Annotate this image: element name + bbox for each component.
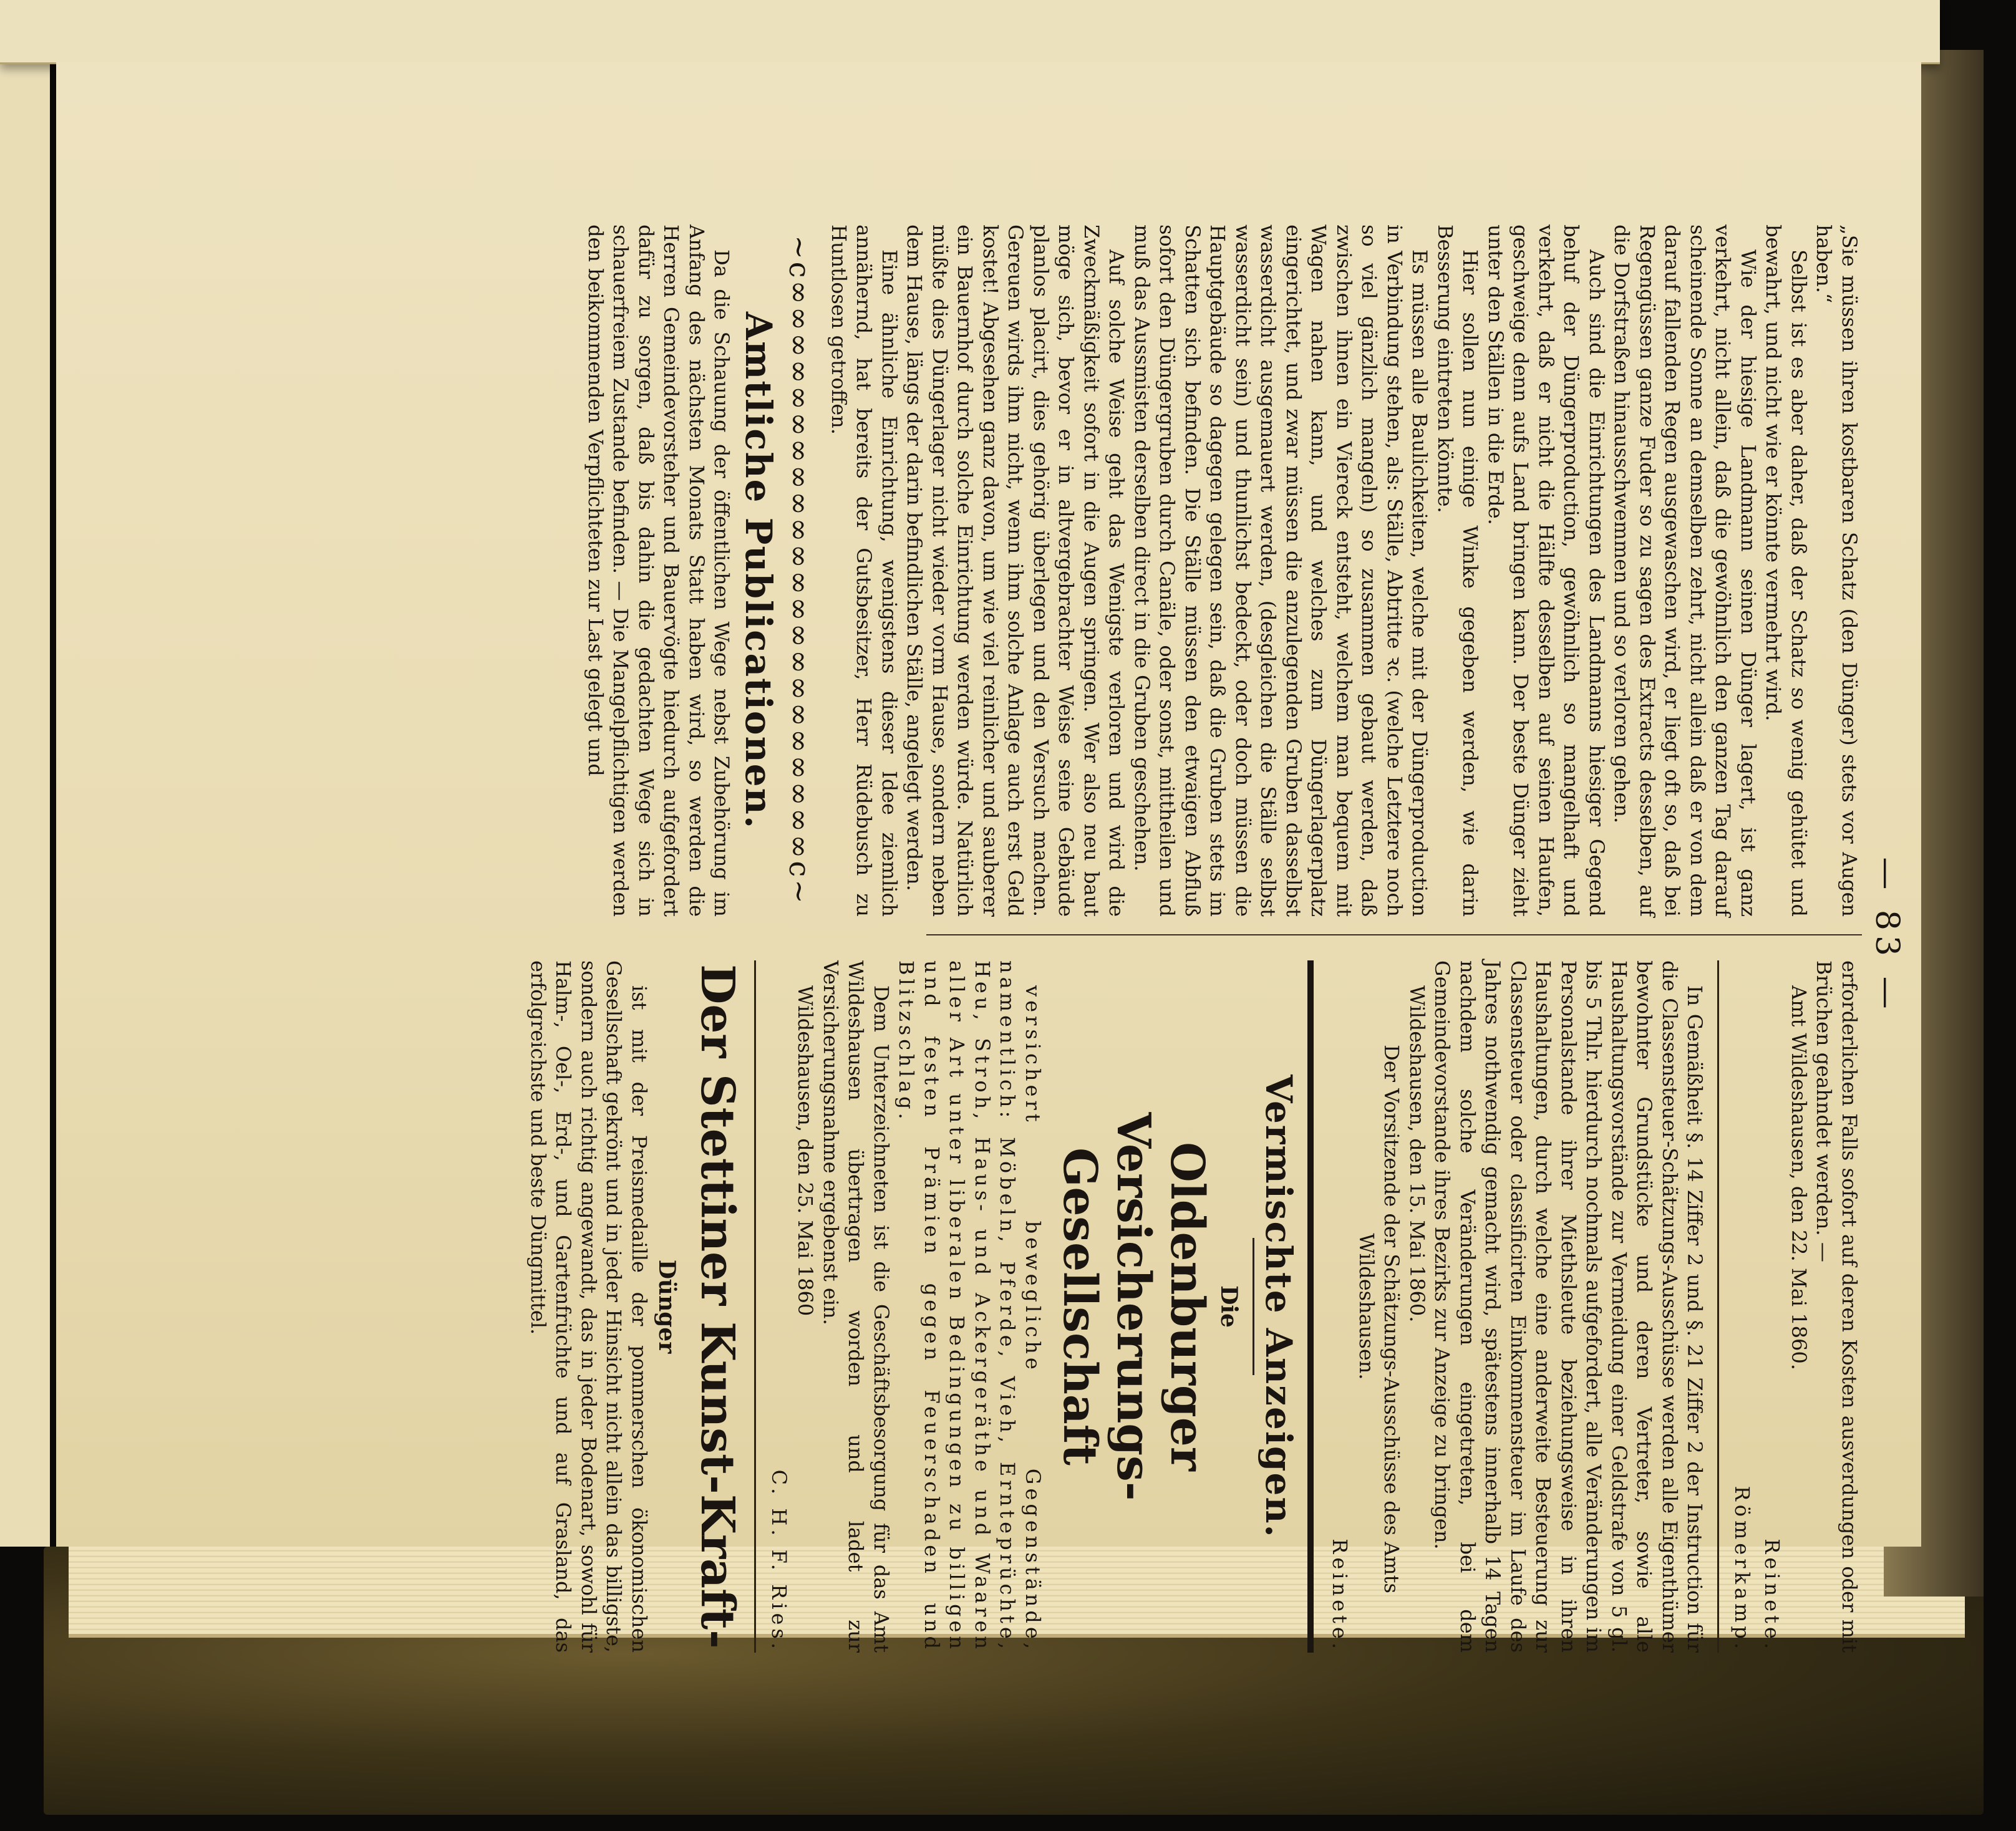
signature: Reinete. bbox=[1328, 1539, 1352, 1653]
ad-title-versicherung: Oldenburger Versicherungs-Gesellschaft bbox=[1053, 1112, 1214, 1501]
text-paragraph: Es müssen alle Baulichkeiten, welche mit der Düngerproduction in Verbindung stehen, als: Ställe, Abtritte ꝛc. (welche Letztere noch so viel gänzlich mangeln) so zusammen gebaut werden, daß zwischen ihnen ein Viereck entsteht, welchem man bequem mit Wagen nahen kann, und welches zum Düngerlagerplatz eingerichtet, und zwar müssen die anzulegenden Gruben dasselbst wasserdicht ausgemauert werden, (desgleichen die Ställe selbst wasserdicht sein) und thunlichst bedeckt, oder doch müssen die Hauptgebäude so dagegen gelegen sein, daß die Gruben stets im Schatten sich befinden. Die Ställe müssen den etwaigen Abfluß sofort den Düngergruben durch Canäle, oder sonst, mittheilen und muß das Aussmisten derselben direct in die Gruben geschehen. bbox=[1130, 225, 1432, 917]
publication-paragraph: Da die Schauung der öffentlichen Wege nebst Zubehörung im Anfang des nächsten Monats Statt haben wird, so werden die Herren Gemeindevorsteher und Bauervögte hiedurch aufgefordert dafür zu sorgen, daß bis dahin die gedachten Wege sich in schauerfreiem Zustande befinden. — Die Mangelpflichtigen werden den beikommenden Verpflichteten zur Last gelegt und bbox=[584, 225, 734, 917]
date-line: Amt Wildeshausen, den 22. Mai 1860. bbox=[1787, 985, 1811, 1370]
date-line: Wildeshausen, den 25. Mai 1860 bbox=[793, 985, 818, 1316]
ad-body: Dem Unterzeichneten ist die Geschäftsbesorgung für das Amt Wildeshausen übertragen worden und ladet zur Versicherungsnahme ergebenst ein. bbox=[819, 960, 893, 1653]
text-paragraph: Selbst ist es aber daher, daß der Schatz so wenig gehütet und bewahrt, und nicht wie er könnte vermehrt wird. bbox=[1762, 225, 1811, 917]
signoff: Der Vorsitzende der Schätzungs-Ausschüsse des Amts Wildeshausen. bbox=[1355, 1045, 1404, 1593]
ad-title-stettiner: Der Stettiner Kunst-Kraft- bbox=[691, 964, 745, 1649]
section-title-vermischte: Vermischte Anzeigen. bbox=[1258, 1075, 1300, 1539]
signature: C. H. F. Ries. bbox=[767, 1469, 791, 1653]
signature: Reinete. bbox=[1760, 1539, 1785, 1653]
rule bbox=[1718, 960, 1720, 1653]
tax-notice-paragraph: In Gemäßheit §. 14 Ziffer 2 und §. 21 Ziffer 2 der Instruction für die Classensteuer-Schätzungs-Ausschüsse werden alle Eigenthümer bewohnter Grundstücke und deren Vertreter, sowie alle Haushaltungsvorstände zur Vermeidung einer Geldstrafe von 5 gl. bis 5 Thlr. hierdurch nochmals aufgefordert, alle Veränderungen im Personalstande ihrer Miethsleute beziehungsweise in ihren Haushaltungen, durch welche eine anderweite Besteuerung zur Classensteuer oder classificirten Einkommensteuer im Laufe des Jahres nothwendig gemacht wird, spätestens innerhalb 14 Tagen nachdem solche Veränderungen eingetreten, bei dem Gemeindevorstande ihres Bezirks zur Anzeige zu bringen. bbox=[1430, 960, 1707, 1653]
continuation-paragraph: erforderlichen Falls sofort auf deren Kosten ausverdungen oder mit Brüchen geahndet werden. — bbox=[1812, 960, 1861, 1653]
short-rule bbox=[1253, 1238, 1255, 1375]
text-paragraph: Auf solche Weise geht das Wenigste verloren und wird die Zweckmäßigkeit sofort in die Augen springen. Wer also neu baut möge sich, bevor er in altvergebrachter Weise seine Gebäude planlos placirt, dies gehörig überlegen und den Versuch machen. Gereuen wirds ihm nicht, wenn ihm solche Anlage auch erst Geld kostet! Abgesehen ganz davon, um wie viel reinlicher und sauberer ein Bauernhof durch solche Einrichtung werden würde. Natürlich müßte dies Düngerlager nicht wieder vorm Hause, sondern neben dem Hause, längs der darin befindlichen Ställe, angelegt werden. bbox=[903, 225, 1129, 917]
ad-die: Die bbox=[1216, 1285, 1243, 1328]
text-paragraph: Wie der hiesige Landmann seinen Dünger lagert, ist ganz verkehrt, nicht allein, daß die gewöhnlich den ganzen Tag darauf scheinende Sonne an demselben zehrt, nicht allein daß er von dem darauf fallenden Regen ausgewaschen wird, er liegt oft so, daß bei Regengüssen ganze Fuder so zu sagen des Extracts desselben, auf die Dorfstraßen hinausschwemmen und so verloren gehen. bbox=[1610, 225, 1760, 917]
thick-rule bbox=[1307, 960, 1314, 1653]
newspaper-page bbox=[56, 62, 1921, 1653]
right-column bbox=[521, 960, 1862, 1653]
rule bbox=[755, 960, 757, 1653]
ad-subtitle: Dünger bbox=[654, 1259, 681, 1354]
text-paragraph: Eine ähnliche Einrichtung, wenigstens dieser Idee ziemlich annähernd, hat bereits der Gutsbesitzer, Herr Rüdebusch zu Huntlosen getroffen. bbox=[827, 225, 901, 917]
text-paragraph: Hier sollen nun einige Winke gegeben werden, wie darin Besserung eintreten könnte. bbox=[1433, 225, 1483, 917]
ornament-divider: ~c∞∞∞∞∞∞∞∞∞∞∞∞∞∞∞∞∞∞∞∞∞∞c~ bbox=[783, 235, 817, 906]
date-line: Wildeshausen, den 15. Mai 1860. bbox=[1405, 985, 1429, 1323]
section-title-amtliche: Amtliche Publicationen. bbox=[737, 311, 780, 830]
signature-right: Römerkamp. bbox=[1730, 1486, 1754, 1653]
text-paragraph: Auch sind die Einrichtungen des Landmanns hiesiger Gegend behuf der Düngerproduction, gewöhnlich so mangelhaft und verkehrt, daß er nicht die Hälfte desselben auf seinen Haufen, geschweige denn aufs Land bringen kann. Der beste Dünger zieht unter den Ställen in die Erde. bbox=[1484, 225, 1609, 917]
previous-page bbox=[0, 0, 1940, 64]
column-divider bbox=[926, 934, 1862, 935]
ad-body: versichert bewegliche Gegenstände, namentlich: Möbeln, Pferde, Vieh, Ernteprüchte, Heu, Stroh, Haus- und Ackergeräthe und Waaren aller Art unter liberalen Bedingungen zu billigen und festen Prämien gegen Feuerschaden und Blitzschlag. bbox=[894, 960, 1045, 1653]
left-column bbox=[521, 225, 1862, 917]
page-number: — 83 — bbox=[1868, 857, 1906, 1014]
quote-paragraph: „Sie müssen ihren kostbaren Schatz (den Dünger) stets vor Augen haben.“ bbox=[1812, 225, 1861, 917]
page-content bbox=[508, 206, 1918, 1665]
ad-body: ist mit der Preismedaille der pommerschen ökonomischen Gesellschaft gekrönt und in jeder Hinsicht nicht allein das billigste, sondern auch richtig angewandt, das in jeder Bodenart, sowohl für Halm-, Oel-, Erd-, und Gartenfrüchte und auf Grasland, das erfolgreichste und beste Düngmittel. bbox=[526, 960, 651, 1653]
previous-page-strip bbox=[0, 0, 50, 1547]
